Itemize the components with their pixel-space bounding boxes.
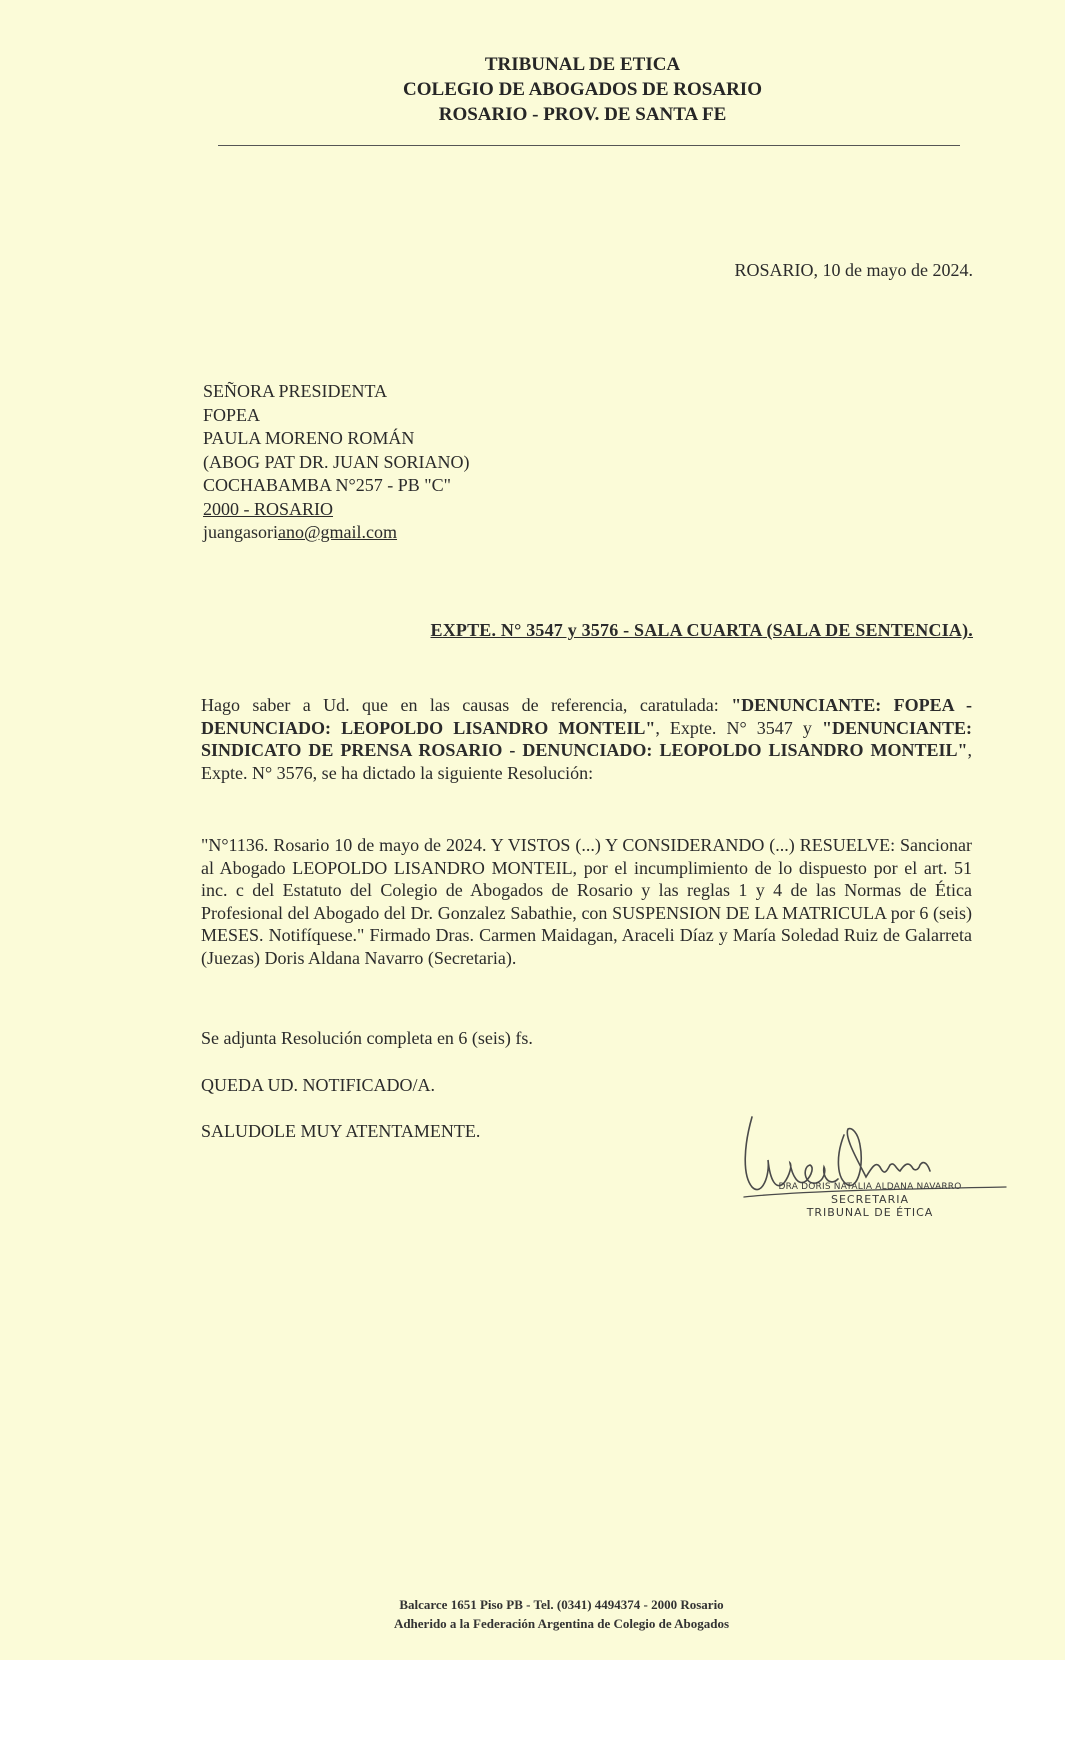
addressee-title: SEÑORA PRESIDENTA: [203, 381, 388, 401]
notice-text-3: , Expte. N° 3576, se ha dictado la siguiente Resolución:: [201, 740, 972, 783]
paragraph-closing: SALUDOLE MUY ATENTAMENTE.: [201, 1121, 481, 1141]
email-part-1: juangasori: [203, 522, 278, 542]
email-part-2: ano@gmail.com: [277, 522, 398, 542]
case-title-1: "DENUNCIANTE: FOPEA - DENUNCIADO: LEOPOLDO LISANDRO MONTEIL": [201, 695, 972, 738]
paragraph-attachment: Se adjunta Resolución completa en 6 (seis) fs.: [201, 1028, 533, 1048]
addressee-attorney: (ABOG PAT DR. JUAN SORIANO): [203, 451, 470, 472]
addressee-block: [203, 380, 470, 545]
letter-footer: [0, 1595, 1065, 1633]
footer-address: Balcarce 1651 Piso PB - Tel. (0341) 4494374 - 2000 Rosario: [399, 1597, 724, 1612]
paragraph-resolution: "N°1136. Rosario 10 de mayo de 2024. Y VISTOS (...) Y CONSIDERANDO (...) RESUELVE: Sancionar al Abogado LEOPOLDO LISANDRO MONTEIL, por el incumplimiento de lo dispuesto por el art. 51 inc. c del Estatuto del Colegio de Abogados de Rosario y las reglas 1 y 4 de las Normas de Ética Profesional del Abogado del Dr. Gonzalez Sabathie, con SUSPENSION DE LA MATRICULA por 6 (seis) MESES. Notifíquese." Firmado Dras. Carmen Maidagan, Araceli Díaz y María Soledad Ruiz de Galarreta (Juezas) Doris Aldana Navarro (Secretaria).: [201, 835, 972, 968]
case-title-2: "DENUNCIANTE: SINDICATO DE PRENSA ROSARIO - DENUNCIADO: LEOPOLDO LISANDRO MONTEIL": [201, 717, 972, 760]
paragraph-notice: [201, 694, 972, 784]
addressee-organization: FOPEA: [203, 404, 261, 425]
stamp-role: SECRETARIA: [830, 1193, 909, 1206]
stamp-body: TRIBUNAL DE ÉTICA: [806, 1206, 934, 1219]
notice-text-2: , Expte. N° 3547 y: [655, 717, 822, 738]
stamp-name: DRA DORIS NATALIA ALDANA NAVARRO: [778, 1182, 962, 1192]
header-divider: [218, 145, 960, 146]
addressee-street: COCHABAMBA N°257 - PB "C": [203, 475, 451, 495]
addressee-name: PAULA MORENO ROMÁN: [203, 428, 415, 448]
letterhead-line-colegio: COLEGIO DE ABOGADOS DE ROSARIO: [403, 79, 762, 100]
secretary-stamp: [750, 1182, 990, 1219]
case-reference: EXPTE. N° 3547 y 3576 - SALA CUARTA (SALA DE SENTENCIA).: [430, 620, 973, 640]
letterhead: [0, 52, 1065, 127]
paragraph-notified: QUEDA UD. NOTIFICADO/A.: [201, 1075, 435, 1095]
addressee-city: 2000 - ROSARIO: [203, 498, 334, 519]
letterhead-line-location: ROSARIO - PROV. DE SANTA FE: [438, 104, 727, 125]
letter-date: ROSARIO, 10 de mayo de 2024.: [734, 260, 973, 280]
letterhead-line-tribunal: TRIBUNAL DE ETICA: [484, 54, 681, 75]
notice-text-1: Hago saber a Ud. que en las causas de referencia, caratulada:: [201, 695, 732, 715]
addressee-email[interactable]: [203, 521, 470, 545]
footer-federation: Adherido a la Federación Argentina de Colegio de Abogados: [393, 1616, 730, 1631]
